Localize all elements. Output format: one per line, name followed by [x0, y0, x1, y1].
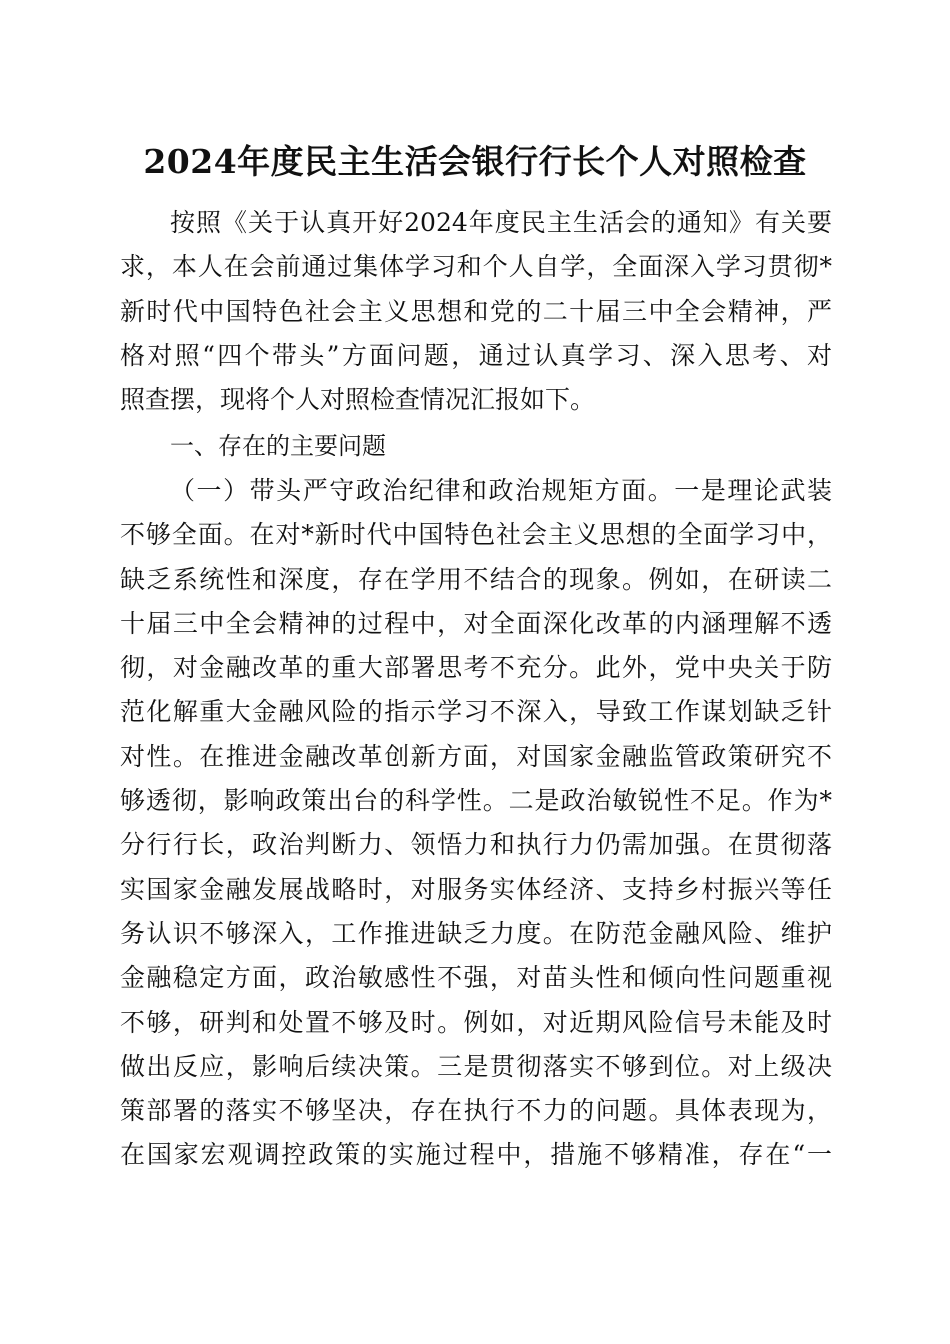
- paragraph-line: 对性。在推进金融改革创新方面，对国家金融监管政策研究不: [120, 741, 832, 771]
- paragraph-line: 务认识不够深入，工作推进缺乏力度。在防范金融风险、维护: [120, 918, 832, 948]
- paragraph-line: 够透彻，影响政策出台的科学性。二是政治敏锐性不足。作为*: [120, 786, 832, 816]
- section-heading: 一、存在的主要问题: [170, 432, 386, 460]
- paragraph-line: 分行行长，政治判断力、领悟力和执行力仍需加强。在贯彻落: [120, 830, 832, 860]
- paragraph-line: 金融稳定方面，政治敏感性不强，对苗头性和倾向性问题重视: [120, 963, 832, 993]
- intro-paragraph: [120, 201, 832, 422]
- paragraph-line: 不够，研判和处置不够及时。例如，对近期风险信号未能及时: [120, 1007, 832, 1037]
- paragraph-line: 做出反应，影响后续决策。三是贯彻落实不够到位。对上级决: [120, 1051, 832, 1081]
- section-heading-block: [120, 424, 832, 468]
- intro-line: 格对照“四个带头”方面问题，通过认真学习、深入思考、对: [120, 340, 832, 370]
- intro-line: 照查摆，现将个人对照检查情况汇报如下。: [120, 385, 596, 415]
- intro-line: 按照《关于认真开好2024年度民主生活会的通知》有关要: [170, 208, 832, 237]
- paragraph-line: 范化解重大金融风险的指示学习不深入，导致工作谋划缺乏针: [120, 697, 832, 727]
- paragraph-line: 不够全面。在对*新时代中国特色社会主义思想的全面学习中，: [120, 520, 832, 550]
- paragraph-line: （一）带头严守政治纪律和政治规矩方面。一是理论武装: [170, 476, 832, 505]
- intro-line: 新时代中国特色社会主义思想和党的二十届三中全会精神，严: [120, 296, 832, 326]
- paragraph-line: 缺乏系统性和深度，存在学用不结合的现象。例如，在研读二: [120, 564, 832, 594]
- paragraph-line: 彻，对金融改革的重大部署思考不充分。此外，党中央关于防: [120, 653, 832, 683]
- intro-line: 求，本人在会前通过集体学习和个人自学，全面深入学习贯彻*: [120, 252, 832, 282]
- paragraph-line: 十届三中全会精神的过程中，对全面深化改革的内涵理解不透: [120, 608, 832, 638]
- issues-paragraph: [120, 469, 832, 1178]
- document-title: 2024年度民主生活会银行行长个人对照检查: [143, 142, 807, 181]
- paragraph-line: 策部署的落实不够坚决，存在执行不力的问题。具体表现为，: [120, 1096, 832, 1126]
- paragraph-line: 实国家金融发展战略时，对服务实体经济、支持乡村振兴等任: [120, 874, 832, 904]
- paragraph-line: 在国家宏观调控政策的实施过程中，措施不够精准，存在“一: [120, 1140, 832, 1170]
